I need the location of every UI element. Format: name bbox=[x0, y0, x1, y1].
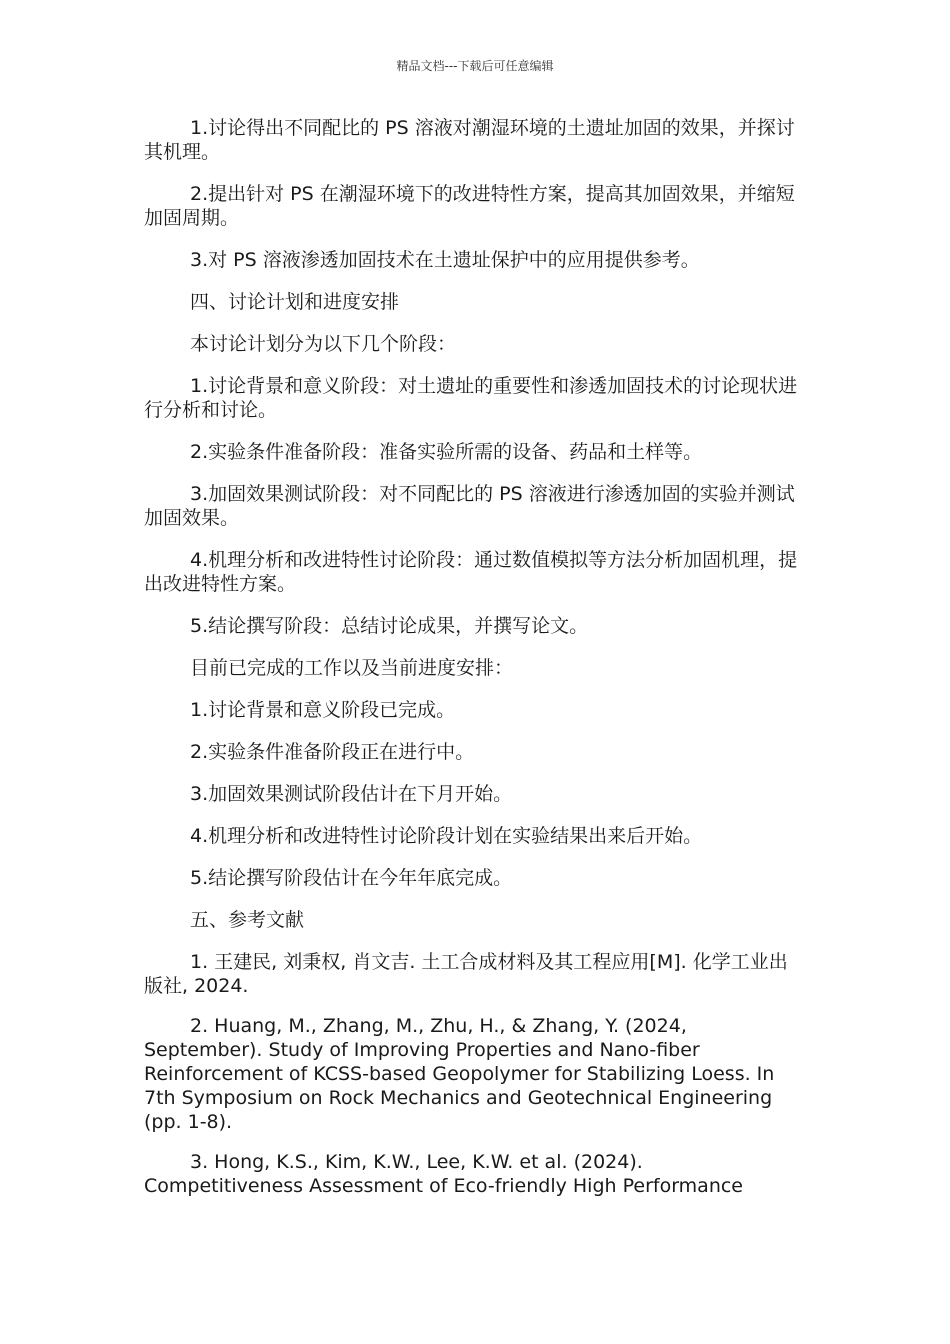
paragraph-stage-2: 2.实验条件准备阶段：准备实验所需的设备、药品和土样等。 bbox=[190, 441, 703, 463]
paragraph-plan-intro: 本讨论计划分为以下几个阶段： bbox=[190, 333, 457, 355]
section-heading-references: 五、参考文献 bbox=[190, 909, 305, 931]
paragraph-stage-3: 3.加固效果测试阶段：对不同配比的 PS 溶液进行渗透加固的实验并测试加固效果。 bbox=[144, 483, 795, 529]
paragraph-goal-1: 1.讨论得出不同配比的 PS 溶液对潮湿环境的土遗址加固的效果，并探讨其机理。 bbox=[144, 117, 795, 163]
reference-item-1: 1. 王建民, 刘秉权, 肖文吉. 土工合成材料及其工程应用[M]. 化学工业出版社, 2024. bbox=[144, 951, 788, 997]
reference-item-3: 3. Hong, K.S., Kim, K.W., Lee, K.W. et al. (2024). Competitiveness Assessment of Eco-friendly High Performance bbox=[144, 1151, 744, 1197]
paragraph-progress-5: 5.结论撰写阶段估计在今年年底完成。 bbox=[190, 867, 513, 889]
paragraph-stage-1: 1.讨论背景和意义阶段：对土遗址的重要性和渗透加固技术的讨论现状进行分析和讨论。 bbox=[144, 375, 798, 421]
paragraph-stage-4: 4.机理分析和改进特性讨论阶段：通过数值模拟等方法分析加固机理，提出改进特性方案。 bbox=[144, 549, 798, 595]
paragraph-progress-4: 4.机理分析和改进特性讨论阶段计划在实验结果出来后开始。 bbox=[190, 825, 703, 847]
page-header: 精品文档---下载后可任意编辑 bbox=[396, 59, 554, 73]
paragraph-goal-2: 2.提出针对 PS 在潮湿环境下的改进特性方案，提高其加固效果，并缩短加固周期。 bbox=[144, 183, 795, 229]
section-heading-plan: 四、讨论计划和进度安排 bbox=[190, 291, 400, 313]
document-body bbox=[144, 116, 806, 1214]
paragraph-progress-1: 1.讨论背景和意义阶段已完成。 bbox=[190, 699, 456, 721]
reference-item-2: 2. Huang, M., Zhang, M., Zhu, H., & Zhang, Y. (2024, September). Study of Improving Properties and Nano-fiber Reinforcement of KCSS-based Geopolymer for Stabilizing Loess. In 7th Symposium on Rock Mechanics and Geotechnical Engineering (pp. 1-8). bbox=[144, 1015, 775, 1133]
paragraph-progress-intro: 目前已完成的工作以及当前进度安排： bbox=[190, 657, 514, 679]
paragraph-progress-2: 2.实验条件准备阶段正在进行中。 bbox=[190, 741, 475, 763]
paragraph-stage-5: 5.结论撰写阶段：总结讨论成果，并撰写论文。 bbox=[190, 615, 589, 637]
paragraph-goal-3: 3.对 PS 溶液渗透加固技术在土遗址保护中的应用提供参考。 bbox=[190, 249, 700, 271]
paragraph-progress-3: 3.加固效果测试阶段估计在下月开始。 bbox=[190, 783, 513, 805]
